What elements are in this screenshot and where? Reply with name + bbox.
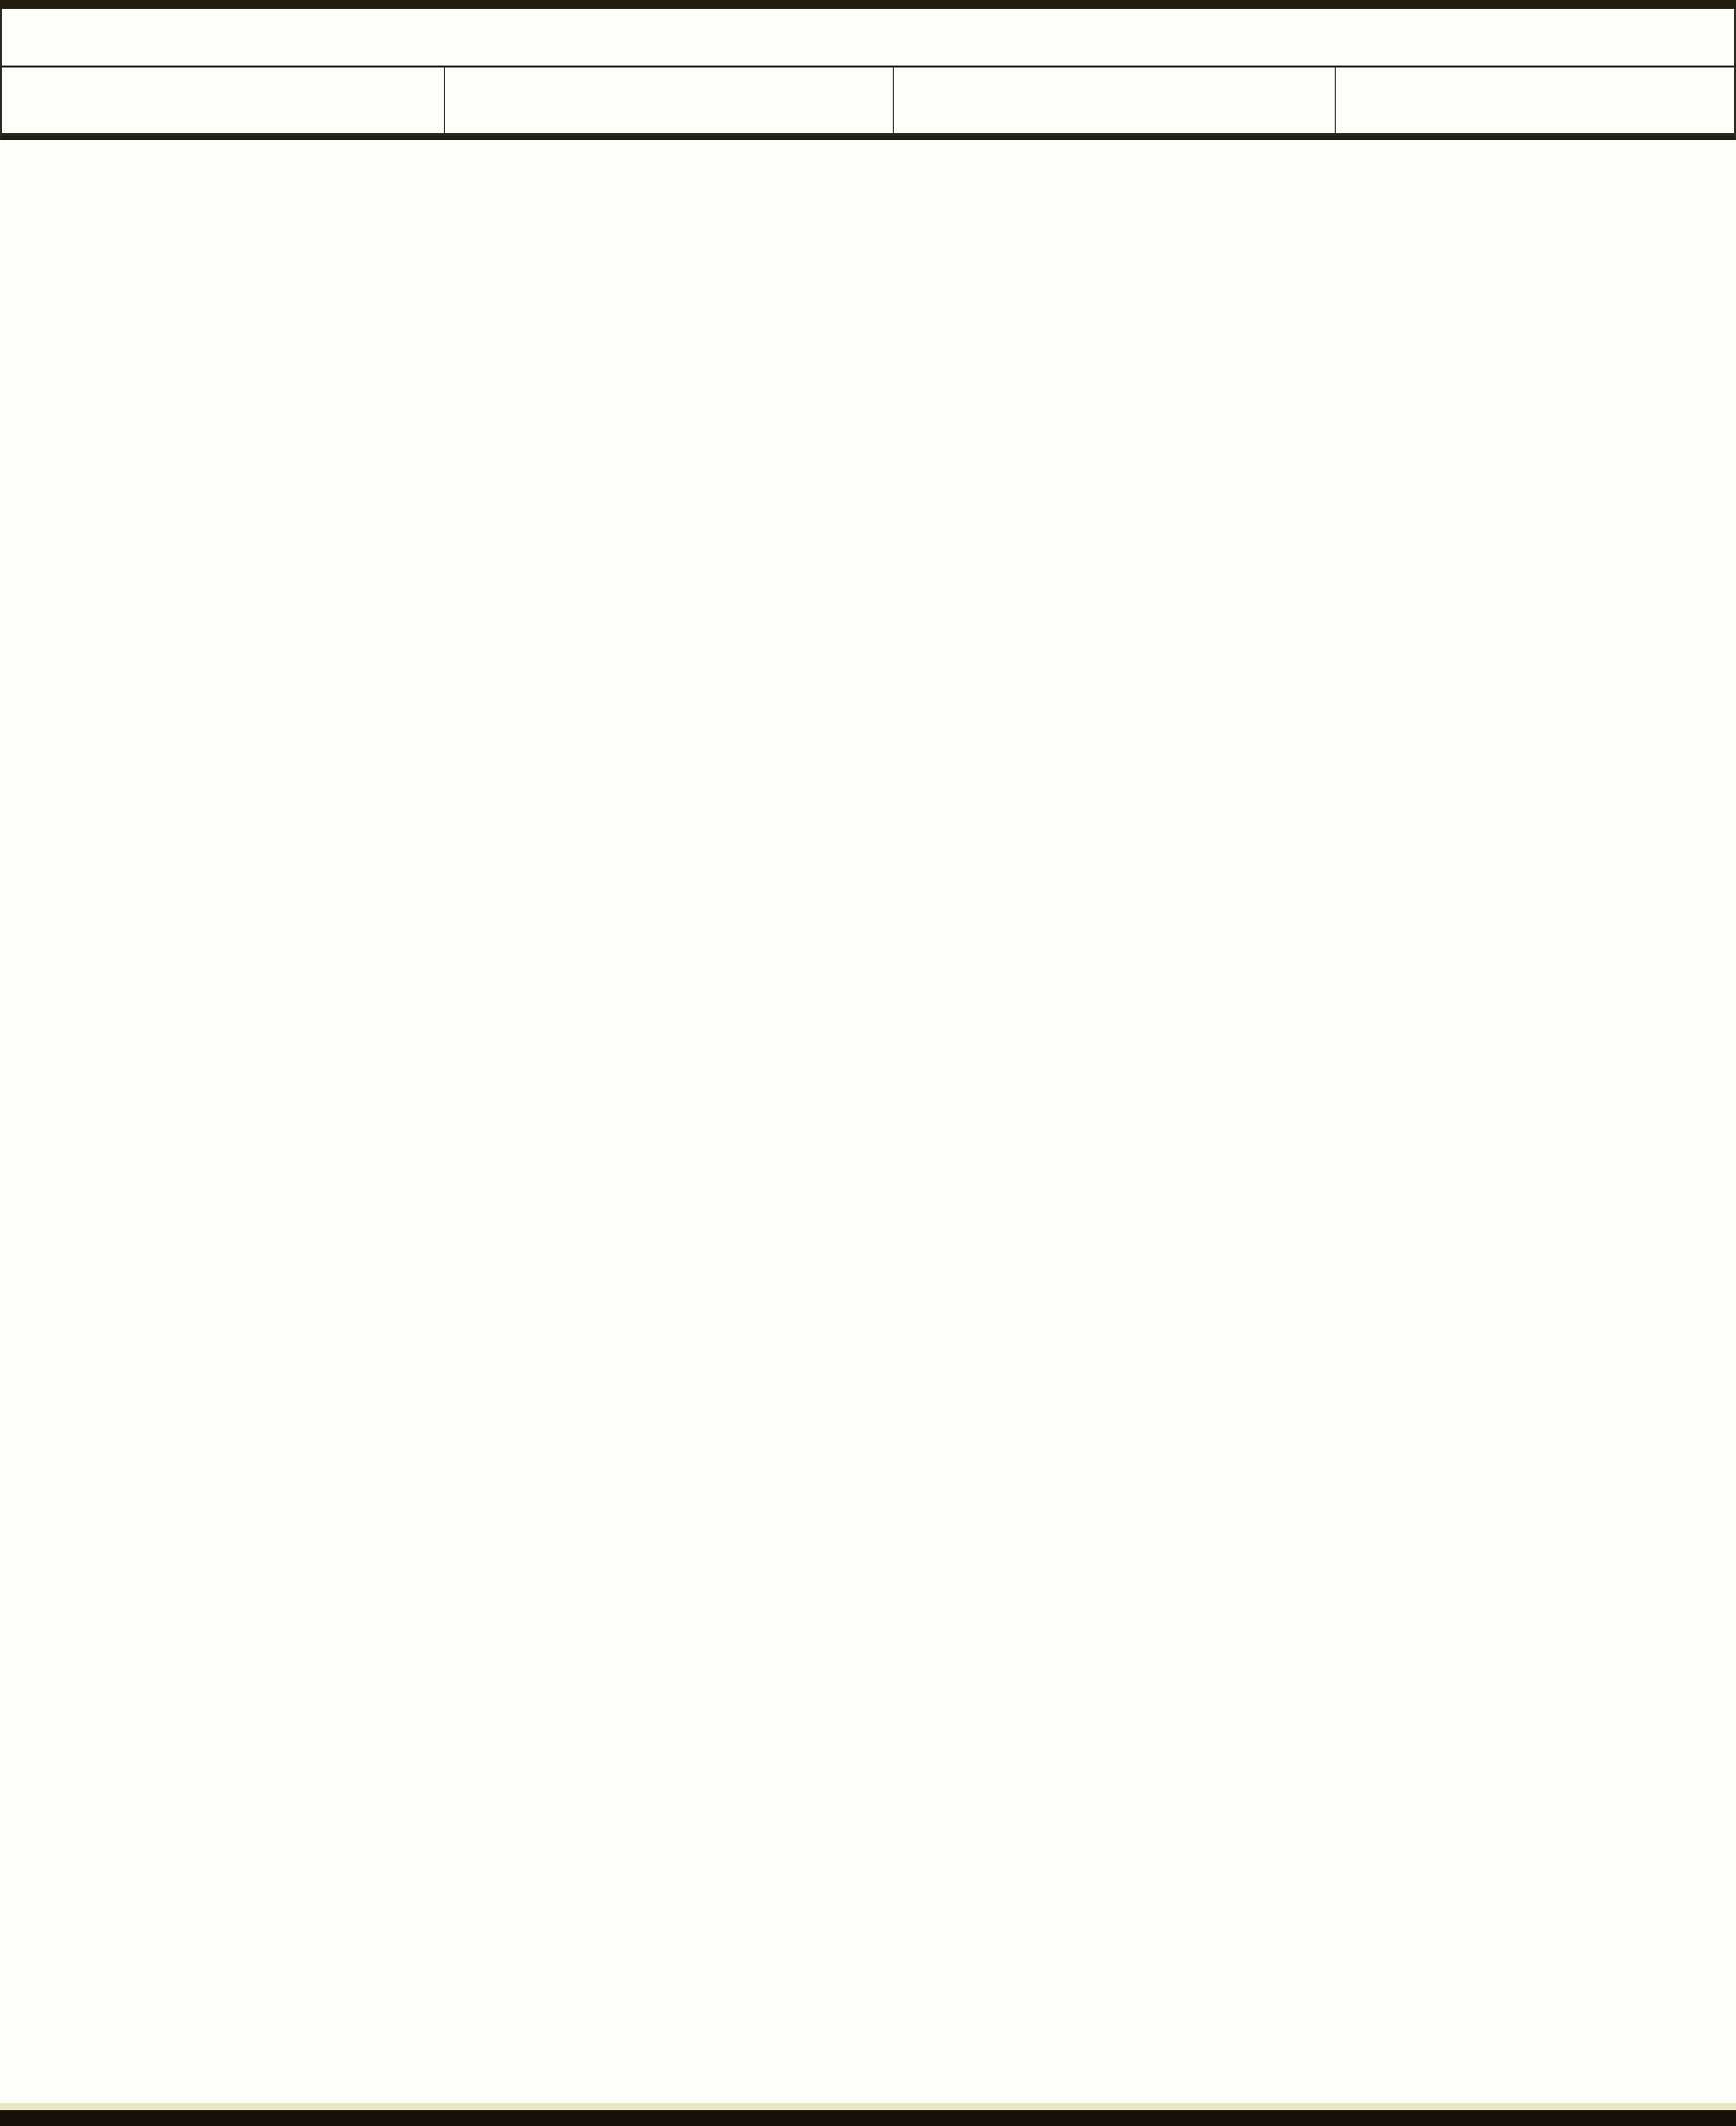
footnotes [0,140,1736,154]
column-header-explanation [1336,68,1734,133]
page-bottom-edge-bar [0,2103,1736,2126]
column-header-2006 [894,68,1336,133]
page-top-edge-bar [0,0,1736,9]
column-header-1993 [445,68,893,133]
table-title [2,9,1734,68]
table-header-row [2,68,1734,136]
column-header-1983 [2,68,445,133]
gbt131-versions-table [0,9,1736,140]
